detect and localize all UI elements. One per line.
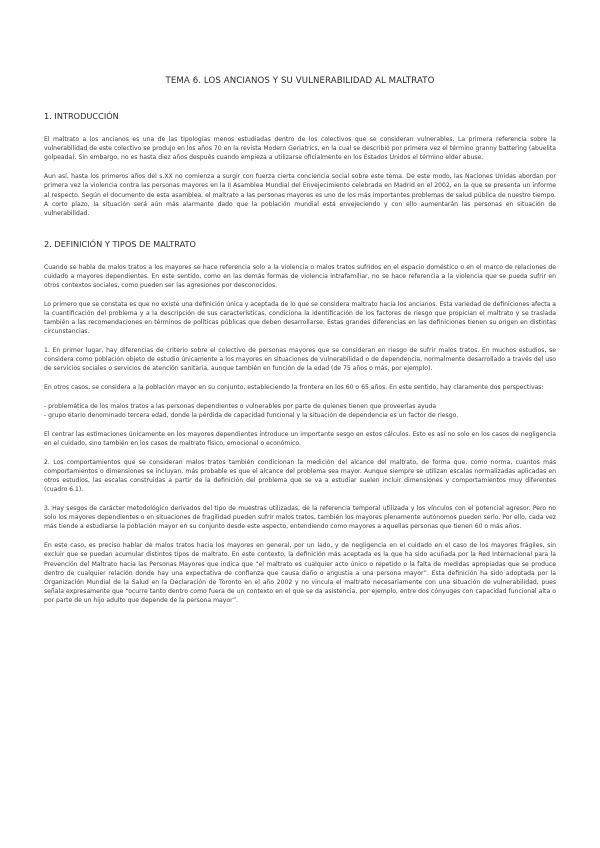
section-heading-definicion: 2. DEFINICIÓN Y TIPOS DE MALTRATO [44, 238, 197, 249]
section-gap [44, 228, 556, 239]
perspectives-list [44, 402, 556, 420]
paragraph: Cuando se habla de malos tratos a los mayores se hace referencia solo a la violencia o malos tratos sufridos en el espacio doméstico o en el marco de relaciones de cuidado a mayores dependientes. En este sentido, como en las demás formas de violencia intrafamiliar, no se hace referencia a la violencia que se pueda sufrir en otros contextos sociales, como pueden ser las agresiones por desconocidos. [44, 263, 556, 290]
paragraph: El centrar las estimaciones únicamente en los mayores dependientes introduce un importante sesgo en estos cálculos. Esto es así no solo en los casos de negligencia en el cuidado, sino también en los casos de maltrato físico, emocional o económico. [44, 430, 556, 447]
paragraph: 1. En primer lugar, hay diferencias de criterio sobre el colectivo de personas mayores que se consideran en riesgo de sufrir malos tratos. En muchos estudios, se considera como población objeto de estudio únicamente a los mayores en situaciones de vulnerabilidad o de dependencia, normalmente desarrollado a través del uso de servicios sociales o servicios de atención sanitaria, aunque también en función de la edad (de 75 años o más, por ejemplo). [44, 347, 556, 373]
paragraph: Lo primero que se constata es que no existe una definición única y aceptada de lo que se considera maltrato hacia los ancianos. Esta variedad de definiciones afecta a la cuantificación del problema y a la descripción de sus características, condiciona la identificación de los factores de riesgo que propician el maltrato y se traslada también a las recomendaciones en términos de políticas públicas que deben desarrollarse. Estas grandes diferencias en las definiciones tienen su origen en distintas circunstancias. [44, 300, 556, 336]
paragraph: En este caso, es preciso hablar de malos tratos hacia los mayores en general, por un lado, y de negligencia en el cuidado en el caso de los mayores frágiles, sin excluir que se puedan acumular distintos tipos de maltrato. En este contexto, la definición más aceptada es la que ha sido acuñada por la Red Internacional para la Prevención del Maltrato hacia las Personas Mayores que indica que “el maltrato es cualquier acto único o repetido o la falta de medidas apropiadas que se produce dentro de cualquier relación donde hay una expectativa de confianza que causa daño o angustia a una persona mayor”. Esta definición ha sido adoptada por la Organización Mundial de la Salud en la Declaración de Toronto en el año 2002 y no vincula el maltrato necesariamente con una situación de vulnerabilidad, pues señala expresamente que “ocurre tanto dentro como fuera de un contexto en el que se da asistencia, por ejemplo, entre dos cónyuges con capacidad funcional alta o por parte de un hijo adulto que depende de la persona mayor”. [44, 542, 556, 605]
paragraph: En otros casos, se considera a la población mayor en su conjunto, estableciendo la frontera en los 60 o 65 años. En este sentido, hay claramente dos perspectivas: [44, 384, 544, 392]
list-item: - problemática de los malos tratos a las personas dependientes o vulnerables por parte de quienes tienen que proveerlas ayuda [44, 402, 437, 410]
list-item: - grupo etario denominado tercera edad, donde la pérdida de capacidad funcional y la situación de dependencia es un factor de riesgo. [44, 412, 459, 420]
document-title: TEMA 6. LOS ANCIANOS Y SU VULNERABILIDAD AL MALTRATO [165, 76, 435, 86]
paragraph: Aun así, hasta los primeros años del s.XX no comienza a surgir con fuerza cierta conciencia social sobre este tema. De este modo, las Naciones Unidas abordan por primera vez la violencia contra las personas mayores en la II Asamblea Mundial del Envejecimiento celebrada en Madrid en el 2002, en la que se presenta un informe al respecto. Según el documento de esta asamblea, el maltrato a las personas mayores es uno de los más importantes problemas de salud pública de nuestro tiempo. A corto plazo, la situación será aún más alarmante dado que la población mundial está envejeciendo y con ello aumentarán las personas en situación de vulnerabilidad. [44, 173, 556, 217]
paragraph: 3. Hay sesgos de carácter metodológico derivados del tipo de muestras utilizadas, de la referencia temporal utilizada y los vínculos con el potencial agresor. Pero no solo los mayores dependientes o en situaciones de fragilidad pueden sufrir malos tratos, también los mayores plenamente autónomos pueden serlo. Por ello, cada vez más tiende a estudiarse la población mayor en su conjunto desde este aspecto, entendiendo como mayores a aquellas personas que tienen 60 o más años. [44, 504, 556, 531]
paragraph: El maltrato a los ancianos es una de las tipologías menos estudiadas dentro de los colectivos que se consideran vulnerables. La primera referencia sobre la vulnerabilidad de este colectivo se produjo en los años 70 en la revista Modern Geriatrics, en la cual se describió por primera vez el término granny battering (abuelita golpeada). Sin embargo, no es hasta diez años después cuando empieza a utilizarse oficialmente en los Estados Unidos el término elder abuse. [44, 136, 556, 162]
paragraph: 2. Los comportamientos que se consideran malos tratos también condicionan la medición del alcance del maltrato, de forma que, como norma, cuantos más comportamientos o dimensiones se incluyan, más probable es que el alcance del problema sea mayor. Aunque siempre se utilizan escalas normalizadas aplicadas en otros estudios, las escalas construidas a partir de la definición del problema que se va a estudiar suelen incluir dimensiones y comportamientos muy diferentes (cuadro 6.1). [44, 458, 556, 494]
section-heading-introduccion: 1. INTRODUCCIÓN [44, 111, 119, 121]
